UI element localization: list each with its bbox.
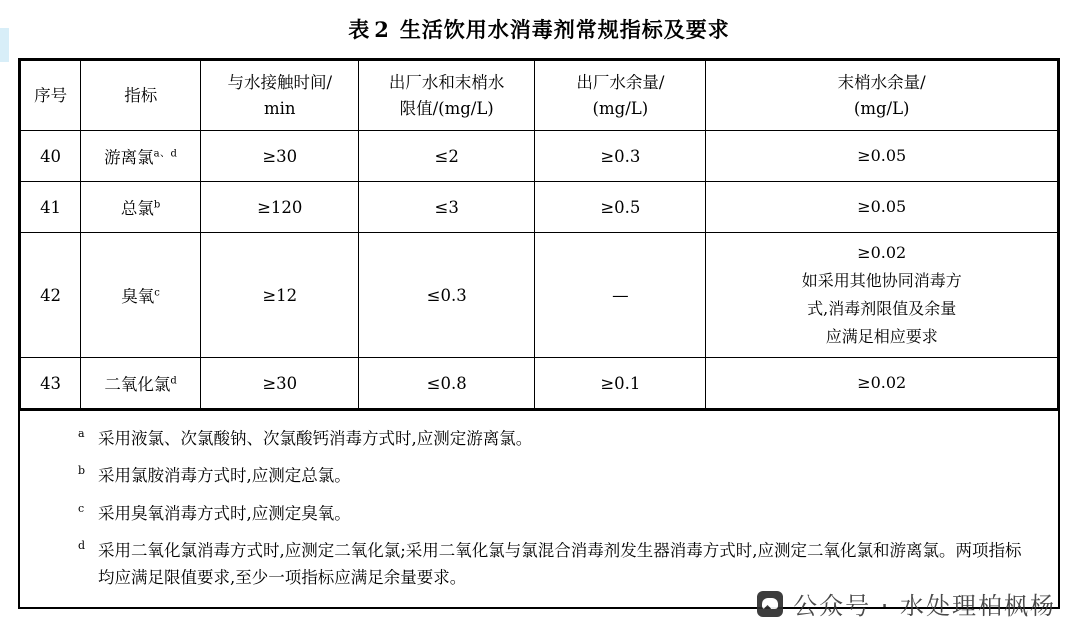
cell-plant-residual: ≥0.5 (535, 182, 706, 233)
page-corner-mark (0, 28, 9, 62)
footnote-text: 采用臭氧消毒方式时,应测定臭氧。 (98, 503, 351, 523)
page-title (0, 0, 1078, 58)
table-container (18, 58, 1060, 609)
title-text: 生活饮用水消毒剂常规指标及要求 (399, 17, 730, 42)
column-header-indicator (81, 61, 201, 131)
cell-contact-time: ≥12 (201, 233, 359, 358)
cell-limit: ≤2 (359, 131, 535, 182)
cell-indicator (81, 131, 201, 182)
cell-limit: ≤0.3 (359, 233, 535, 358)
cell-limit: ≤3 (359, 182, 535, 233)
terminal-residual-line: ≥0.02 (857, 373, 907, 393)
cell-plant-residual: — (535, 233, 706, 358)
indicator-footnote-ref: d (170, 375, 178, 387)
cell-plant-residual: ≥0.1 (535, 358, 706, 409)
header-line-2: 限值/(mg/L) (399, 98, 494, 118)
indicator-footnote-ref: a、d (153, 148, 178, 160)
indicator-name: 游离氯 (104, 148, 154, 168)
table-row (21, 358, 1058, 409)
cell-limit: ≤0.8 (359, 358, 535, 409)
footnote-item (20, 537, 1058, 591)
column-header-contact-time (201, 61, 359, 131)
header-line-2: min (263, 98, 296, 118)
table-header-row (21, 61, 1058, 131)
column-header-no (21, 61, 81, 131)
cell-terminal-residual (706, 182, 1058, 233)
footnote-marker: d (78, 538, 86, 552)
header-line-2: (mg/L) (853, 98, 910, 118)
table-row (21, 131, 1058, 182)
table-footnotes (20, 409, 1058, 607)
table-row (21, 233, 1058, 358)
header-line-2: (mg/L) (592, 98, 649, 118)
cell-terminal-residual (706, 233, 1058, 358)
indicator-name: 臭氧 (121, 287, 155, 307)
header-line-1: 序号 (34, 85, 68, 105)
cell-contact-time: ≥120 (201, 182, 359, 233)
watermark-text: 公众号 · 水处理柏枫杨 (793, 592, 1056, 620)
cell-terminal-residual (706, 358, 1058, 409)
terminal-residual-line: 式,消毒剂限值及余量 (807, 299, 957, 319)
footnote-item (20, 462, 1058, 489)
column-header-plant-residual (535, 61, 706, 131)
footnote-text: 采用液氯、次氯酸钠、次氯酸钙消毒方式时,应测定游离氯。 (98, 429, 533, 449)
cell-no: 42 (21, 233, 81, 358)
terminal-residual-line: ≥0.02 (857, 243, 907, 263)
header-line-1: 出厂水和末梢水 (388, 73, 505, 92)
cell-contact-time: ≥30 (201, 131, 359, 182)
cell-indicator (81, 358, 201, 409)
terminal-residual-line: ≥0.05 (857, 146, 907, 166)
cell-plant-residual: ≥0.3 (535, 131, 706, 182)
footnote-item (20, 425, 1058, 452)
cell-no: 40 (21, 131, 81, 182)
cell-no: 43 (21, 358, 81, 409)
header-line-1: 出厂水余量/ (576, 73, 665, 92)
title-number: 2 (374, 17, 390, 42)
indicator-name: 总氯 (120, 199, 154, 219)
table-row (21, 182, 1058, 233)
terminal-residual-line: ≥0.05 (857, 197, 907, 217)
watermark (757, 586, 1056, 621)
terminal-residual-line: 应满足相应要求 (825, 327, 938, 347)
footnote-marker: a (78, 427, 85, 441)
wechat-icon (757, 591, 783, 617)
indicator-name: 二氧化氯 (104, 375, 171, 395)
column-header-terminal-residual (706, 61, 1058, 131)
footnote-text: 采用氯胺消毒方式时,应测定总氯。 (98, 466, 351, 486)
cell-contact-time: ≥30 (201, 358, 359, 409)
title-prefix: 表 (348, 17, 371, 42)
indicator-footnote-ref: c (154, 287, 161, 299)
footnote-marker: c (78, 501, 85, 515)
column-header-limit (359, 61, 535, 131)
disinfectant-indicator-table (20, 60, 1058, 409)
cell-terminal-residual (706, 131, 1058, 182)
footnote-marker: b (78, 464, 86, 478)
cell-indicator (81, 182, 201, 233)
terminal-residual-line: 如采用其他协同消毒方 (801, 271, 962, 291)
footnote-item (20, 500, 1058, 527)
footnote-text: 采用二氧化氯消毒方式时,应测定二氧化氯;采用二氧化氯与氯混合消毒剂发生器消毒方式时,应测定二氧化氯和游离氯。两项指标均应满足限值要求,至少一项指标应满足余量要求。 (98, 540, 1022, 587)
header-line-1: 指标 (124, 85, 158, 105)
cell-indicator (81, 233, 201, 358)
header-line-1: 与水接触时间/ (227, 73, 332, 92)
indicator-footnote-ref: b (153, 199, 161, 211)
cell-no: 41 (21, 182, 81, 233)
header-line-1: 末梢水余量/ (837, 73, 926, 92)
